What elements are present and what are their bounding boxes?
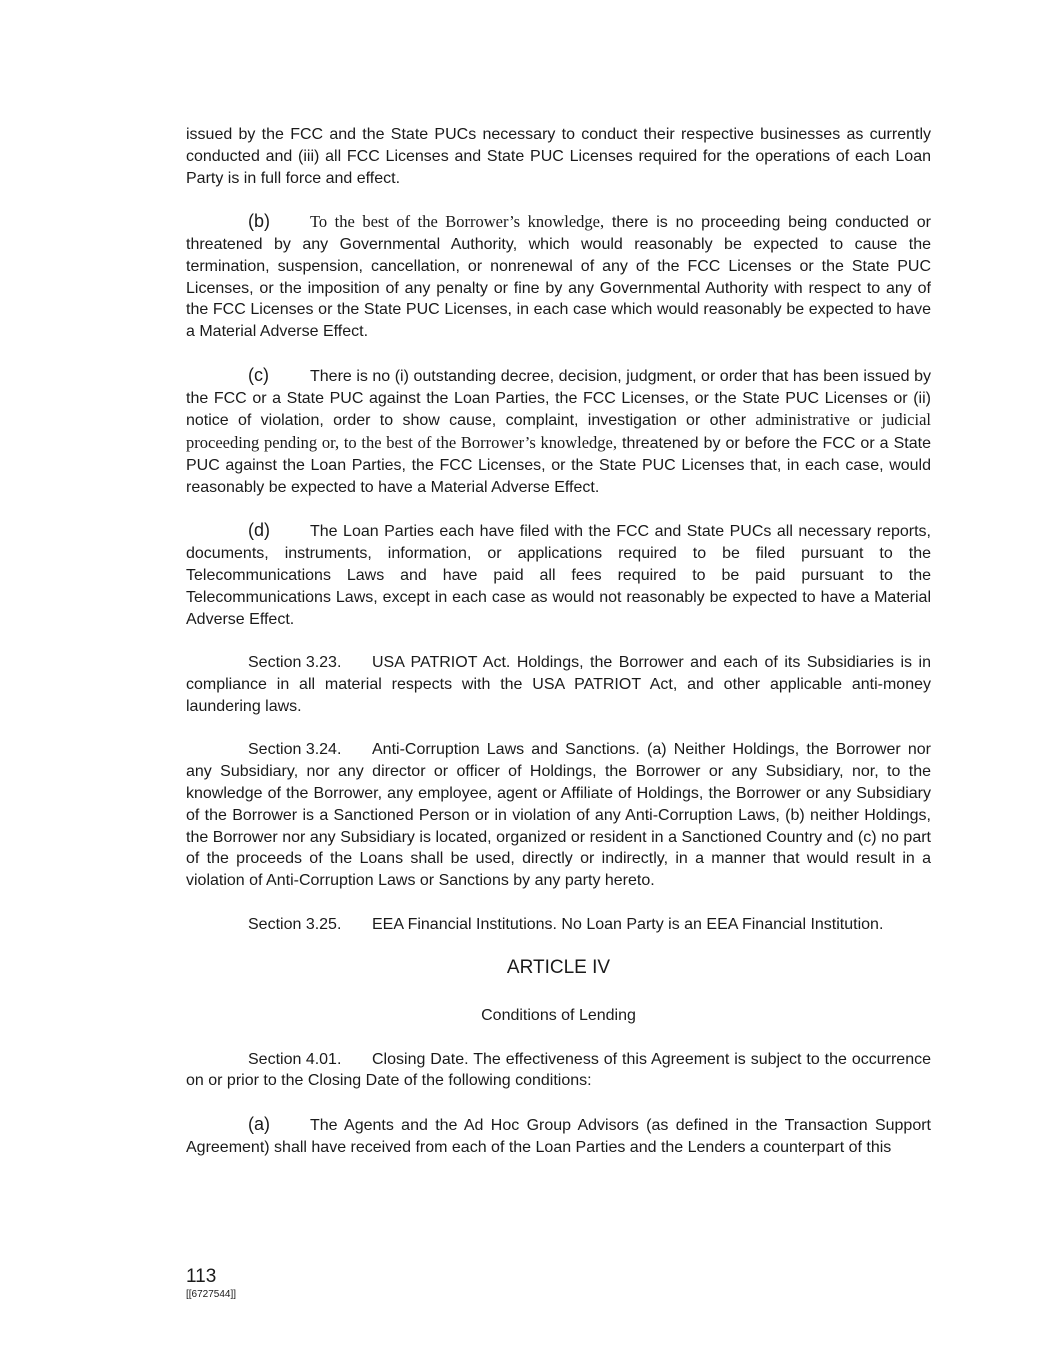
document-id: [[6727544]] (186, 1289, 237, 1300)
paragraph-a-text: The Agents and the Ad Hoc Group Advisors (as defined in the Transaction Support Agreement) shall have received from each of the Loan Parties and the Lenders a counterpart of this (186, 1117, 931, 1156)
paragraph-b (186, 211, 931, 343)
clause-label-a: (a) (248, 1114, 270, 1135)
paragraph-d-text: The Loan Parties each have filed with the FCC and State PUCs all necessary reports, documents, instruments, information, or applications required to be filed pursuant to the Telecommunications Laws and have paid all fees required to be paid pursuant to the Telecommunications Laws, except in each case as would not reasonably be expected to have a Material Adverse Effect. (186, 523, 931, 628)
paragraph-c-serif-text: administrative or judicial proceeding pending or, to the best of the Borrower’s knowledge, (186, 410, 931, 453)
paragraph-c-text-1: There is no (i) outstanding decree, decision, judgment, or order that has been issued by the FCC or a State PUC against the Loan Parties, the FCC Licenses, or the State PUC Licenses or (ii) notice of violation, order to show cause, complaint, investigation or other (186, 367, 931, 430)
paragraph-b-serif-text: To the best of the Borrower’s knowledge, (310, 212, 605, 232)
paragraph-continuation: issued by the FCC and the State PUCs necessary to conduct their respective businesses as currently conducted and (iii) all FCC Licenses and State PUC Licenses required for the operations of each Loan Party is in full force and effect. (186, 126, 931, 187)
section-label-4-01: Section 4.01. (248, 1050, 342, 1068)
section-4-01-text: Closing Date. The effectiveness of this Agreement is subject to the occurrence on or prior to the Closing Date of the following conditions: (186, 1050, 931, 1090)
clause-label-d: (d) (248, 520, 270, 541)
section-3-24 (186, 739, 931, 892)
section-3-23 (186, 652, 931, 717)
section-3-23-text: USA PATRIOT Act. Holdings, the Borrower and each of its Subsidiaries is in compliance in all material respects with the USA PATRIOT Act, and other applicable anti-money laundering laws. (186, 654, 931, 715)
section-3-24-text: Anti-Corruption Laws and Sanctions. (a) Neither Holdings, the Borrower nor any Subsidiary, nor any director or officer of Holdings, the Borrower or any Subsidiary, nor, to the knowledge of the Borrower, any employee, agent or Affiliate of Holdings, the Borrower or any Subsidiary of the Borrower is a Sanctioned Person or in violation of any Anti-Corruption Laws, (b) neither Holdings, the Borrower nor any Subsidiary is located, organized or resident in a Sanctioned Country and (c) no part of the proceeds of the Loans shall be used, directly or indirectly, in a manner that would result in a violation of Anti-Corruption Laws or Sanctions by any party hereto. (186, 741, 931, 890)
section-4-01 (186, 1049, 931, 1093)
document-body (186, 124, 931, 1180)
clause-label-b: (b) (248, 211, 270, 232)
section-label-3-24: Section 3.24. (248, 741, 342, 759)
section-3-25-text: EEA Financial Institutions. No Loan Party is an EEA Financial Institution. (372, 915, 884, 933)
page-number: 113 (186, 1266, 217, 1287)
section-3-25 (186, 914, 931, 936)
section-label-3-25: Section 3.25. (248, 915, 342, 933)
clause-label-c: (c) (248, 364, 269, 385)
page-footer (186, 1266, 236, 1302)
section-label-3-23: Section 3.23. (248, 654, 342, 672)
article-title: ARTICLE IV (506, 957, 611, 979)
paragraph-b-text: there is no proceeding being conducted or threatened by any Governmental Authority, which would reasonably be expected to cause the termination, suspension, cancellation, or nonrenewal of any of the FCC Licenses or the State PUC Licenses, or the imposition of any penalty or fine by any Governmental Authority with respect to any of the FCC Licenses or the State PUC Licenses, in each case which would reasonably be expected to have a Material Adverse Effect. (186, 214, 931, 341)
article-subtitle: Conditions of Lending (481, 1007, 636, 1025)
paragraph-d (186, 520, 931, 630)
paragraph-c-text-2: threatened by or before the FCC or a State PUC against the Loan Parties, the FCC Licenses, or the State PUC Licenses that, in each case, would reasonably be expected to have a Material Adverse Effect. (186, 435, 931, 496)
paragraph-a (186, 1114, 931, 1159)
paragraph-c (186, 365, 931, 499)
